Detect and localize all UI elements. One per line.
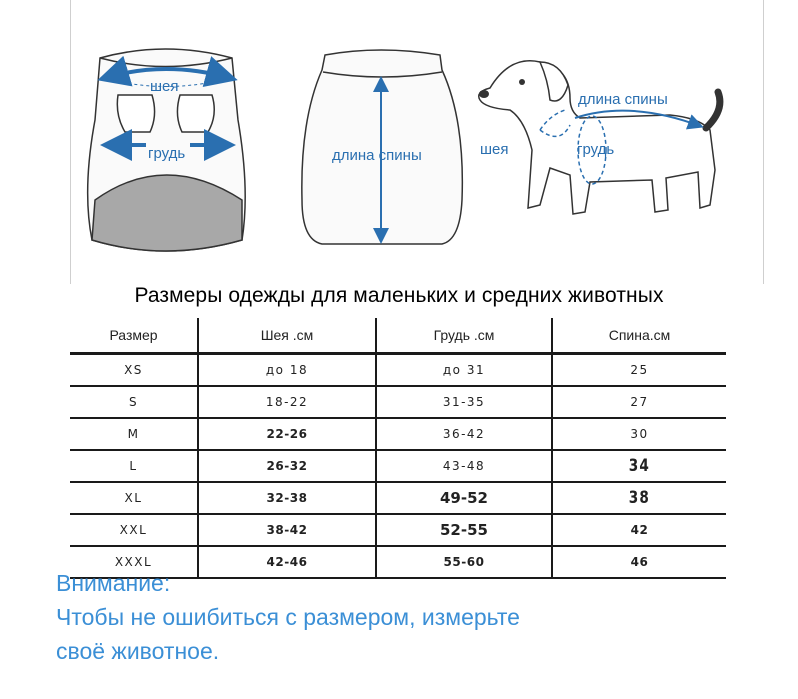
cell-size: S [70,386,198,418]
dog-neck-label: шея [480,141,509,158]
cell-neck: 32-38 [198,482,376,514]
note-heading: Внимание: [56,570,171,596]
vest-front-drawing [88,49,246,251]
cell-back: 42 [552,514,726,546]
measurement-illustration [70,0,762,284]
page-title: Размеры одежды для маленьких и средних животных [134,284,664,307]
cell-neck: 18-22 [198,386,376,418]
cell-size: XXXL [70,546,198,578]
table-row [70,482,726,514]
cell-size: L [70,450,198,482]
cell-chest: 31-35 [376,386,552,418]
table-header-row [70,318,726,354]
cell-chest: до 31 [376,354,552,387]
vest-chest-label: грудь [148,145,186,162]
vest-length-label: длина спины [332,147,422,164]
cell-chest: 49-52 [376,482,552,514]
cell-size: M [70,418,198,450]
attention-note [56,566,756,668]
table-row [70,354,726,387]
cell-size: XXL [70,514,198,546]
table-row [70,418,726,450]
cell-back: 46 [552,546,726,578]
note-line-2: своё животное. [56,638,220,664]
header-chest: Грудь .см [376,318,552,354]
dog-back-label: длина спины [578,91,668,108]
dog-drawing [479,61,720,214]
cell-neck: 26-32 [198,450,376,482]
table-row [70,450,726,482]
header-neck: Шея .см [198,318,376,354]
note-line-1: Чтобы не ошибиться с размером, измерьте [56,604,520,630]
header-back: Спина.см [552,318,726,354]
cell-chest: 36-42 [376,418,552,450]
cell-size: XL [70,482,198,514]
vest-neck-label: шея [150,78,179,95]
cell-back: 30 [552,418,726,450]
cell-back: 25 [552,354,726,387]
cell-chest: 52-55 [376,514,552,546]
table-row [70,514,726,546]
cell-chest: 55-60 [376,546,552,578]
cell-neck: 42-46 [198,546,376,578]
table-row [70,386,726,418]
size-table [70,318,726,579]
dog-chest-label: грудь [577,141,615,158]
cell-chest: 43-48 [376,450,552,482]
vest-back-drawing [302,50,463,244]
cell-back: 38 [569,482,708,514]
header-size: Размер [70,318,198,354]
cell-back: 34 [569,450,708,482]
cell-neck: 22-26 [198,418,376,450]
cell-neck: 38-42 [198,514,376,546]
cell-neck: до 18 [198,354,376,387]
cell-size: XS [70,354,198,387]
cell-back: 27 [552,386,726,418]
